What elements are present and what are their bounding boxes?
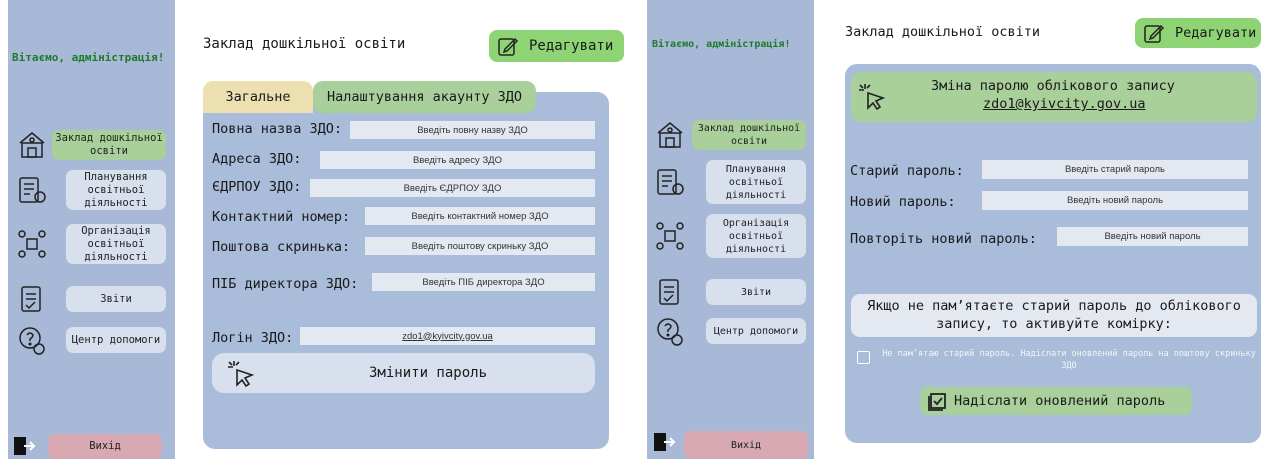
tab-general[interactable]: Загальне — [203, 81, 313, 113]
field-label-phone: Контактний номер: — [212, 209, 351, 225]
planning-icon — [652, 164, 688, 200]
send-updated-password-button[interactable] — [920, 387, 1192, 415]
forgot-password-checkbox-label: Не пам’ятаю старий пароль. Надіслати оновлений пароль на поштову скриньку ЗДО — [882, 349, 1256, 371]
right-sidebar-label-help: Центр допомоги — [706, 318, 806, 344]
field-label-edrpou: ЄДРПОУ ЗДО: — [212, 179, 302, 195]
right-sidebar-label-planning: Планування освітньої діяльності — [706, 160, 806, 204]
change-password-button[interactable] — [212, 353, 595, 393]
left-exit-icon[interactable] — [12, 434, 36, 462]
right-sidebar-item-reports[interactable] — [652, 274, 806, 310]
mailbox-input[interactable]: Введіть поштову скриньку ЗДО — [365, 237, 595, 255]
field-label-mailbox: Поштова скринька: — [212, 239, 351, 255]
edit-icon — [497, 35, 519, 57]
field-label-full-name: Повна назва ЗДО: — [212, 121, 343, 137]
left-exit-button[interactable]: Вихід — [48, 434, 162, 459]
report-icon — [652, 274, 688, 310]
director-input[interactable]: Введіть ПІБ директора ЗДО — [372, 273, 595, 291]
send-updated-password-label: Надіслати оновлений пароль — [954, 393, 1166, 409]
forgot-password-note: Якщо не пам’ятаєте старий пароль до облікового запису, то активуйте комірку: — [851, 294, 1257, 337]
right-welcome-text: Вітаємо, адміністрація! — [652, 39, 791, 50]
school-icon — [652, 117, 688, 153]
right-sidebar-label-organization: Організація освітньої діяльності — [706, 214, 806, 258]
new-password-label: Новий пароль: — [850, 194, 956, 210]
old-password-input[interactable]: Введіть старий пароль — [982, 160, 1248, 179]
change-password-label: Змінити пароль — [369, 365, 488, 381]
planning-icon — [14, 172, 50, 208]
left-form-panel — [203, 92, 609, 449]
left-page-title: Заклад дошкільної освіти — [203, 36, 406, 52]
left-sidebar-label-planning: Планування освітньої діяльності — [66, 170, 166, 210]
old-password-label: Старий пароль: — [850, 163, 964, 179]
help-icon — [652, 313, 688, 349]
right-exit-icon[interactable] — [652, 430, 676, 458]
new-password-input[interactable]: Введіть новий пароль — [982, 191, 1248, 210]
left-sidebar-item-reports[interactable] — [14, 281, 166, 317]
right-edit-label: Редагувати — [1175, 25, 1257, 41]
field-label-address: Адреса ЗДО: — [212, 151, 302, 167]
school-icon — [14, 127, 50, 163]
field-label-director: ПІБ директора ЗДО: — [212, 276, 359, 292]
right-edit-button[interactable] — [1135, 18, 1261, 48]
address-input[interactable]: Введіть адресу ЗДО — [320, 151, 595, 169]
checkbox-checked-icon — [928, 391, 948, 411]
left-sidebar-item-organization[interactable] — [14, 224, 166, 264]
edrpou-input[interactable]: Введіть ЄДРПОУ ЗДО — [310, 179, 595, 197]
right-exit-button[interactable]: Вихід — [684, 431, 808, 459]
organization-icon — [652, 218, 688, 254]
full-name-input[interactable]: Введіть повну назву ЗДО — [350, 121, 595, 139]
cursor-click-icon — [857, 82, 887, 114]
right-sidebar-label-school: Заклад дошкільної освіти — [692, 120, 806, 150]
repeat-password-input[interactable]: Введіть новий пароль — [1057, 227, 1248, 246]
right-sidebar-item-organization[interactable] — [652, 214, 806, 258]
left-sidebar-label-reports: Звіти — [66, 286, 166, 312]
left-edit-label: Редагувати — [529, 38, 614, 54]
login-value: zdo1@kyivcity.gov.ua — [300, 327, 595, 345]
right-page-title: Заклад дошкільної освіти — [845, 24, 1041, 40]
left-sidebar-item-help[interactable] — [14, 322, 166, 358]
right-sidebar-label-reports: Звіти — [706, 279, 806, 305]
phone-input[interactable]: Введіть контактний номер ЗДО — [365, 207, 595, 225]
repeat-password-label: Повторіть новий пароль: — [850, 231, 1037, 247]
password-panel-title: Зміна паролю облікового запису — [931, 78, 1175, 94]
left-sidebar-label-organization: Організація освітньої діяльності — [66, 224, 166, 264]
password-panel-email: zdo1@kyivcity.gov.ua — [983, 96, 1146, 112]
left-sidebar-item-school[interactable] — [14, 127, 166, 163]
left-sidebar-label-help: Центр допомоги — [66, 327, 166, 353]
right-sidebar-item-help[interactable] — [652, 313, 806, 349]
left-welcome-text: Вітаємо, адміністрація! — [12, 51, 165, 64]
left-edit-button[interactable] — [489, 30, 624, 62]
help-icon — [14, 322, 50, 358]
cursor-click-icon — [226, 359, 256, 391]
left-sidebar-item-planning[interactable] — [14, 170, 166, 210]
password-panel-header — [851, 72, 1257, 122]
edit-icon — [1143, 22, 1165, 44]
left-sidebar-label-school: Заклад дошкільної освіти — [52, 130, 166, 160]
tab-account-settings[interactable]: Налаштування акаунту ЗДО — [313, 81, 536, 113]
right-sidebar-item-planning[interactable] — [652, 160, 806, 204]
organization-icon — [14, 226, 50, 262]
right-sidebar-item-school[interactable] — [652, 117, 806, 153]
report-icon — [14, 281, 50, 317]
login-label: Логін ЗДО: — [212, 330, 294, 346]
forgot-password-checkbox[interactable] — [857, 351, 870, 364]
